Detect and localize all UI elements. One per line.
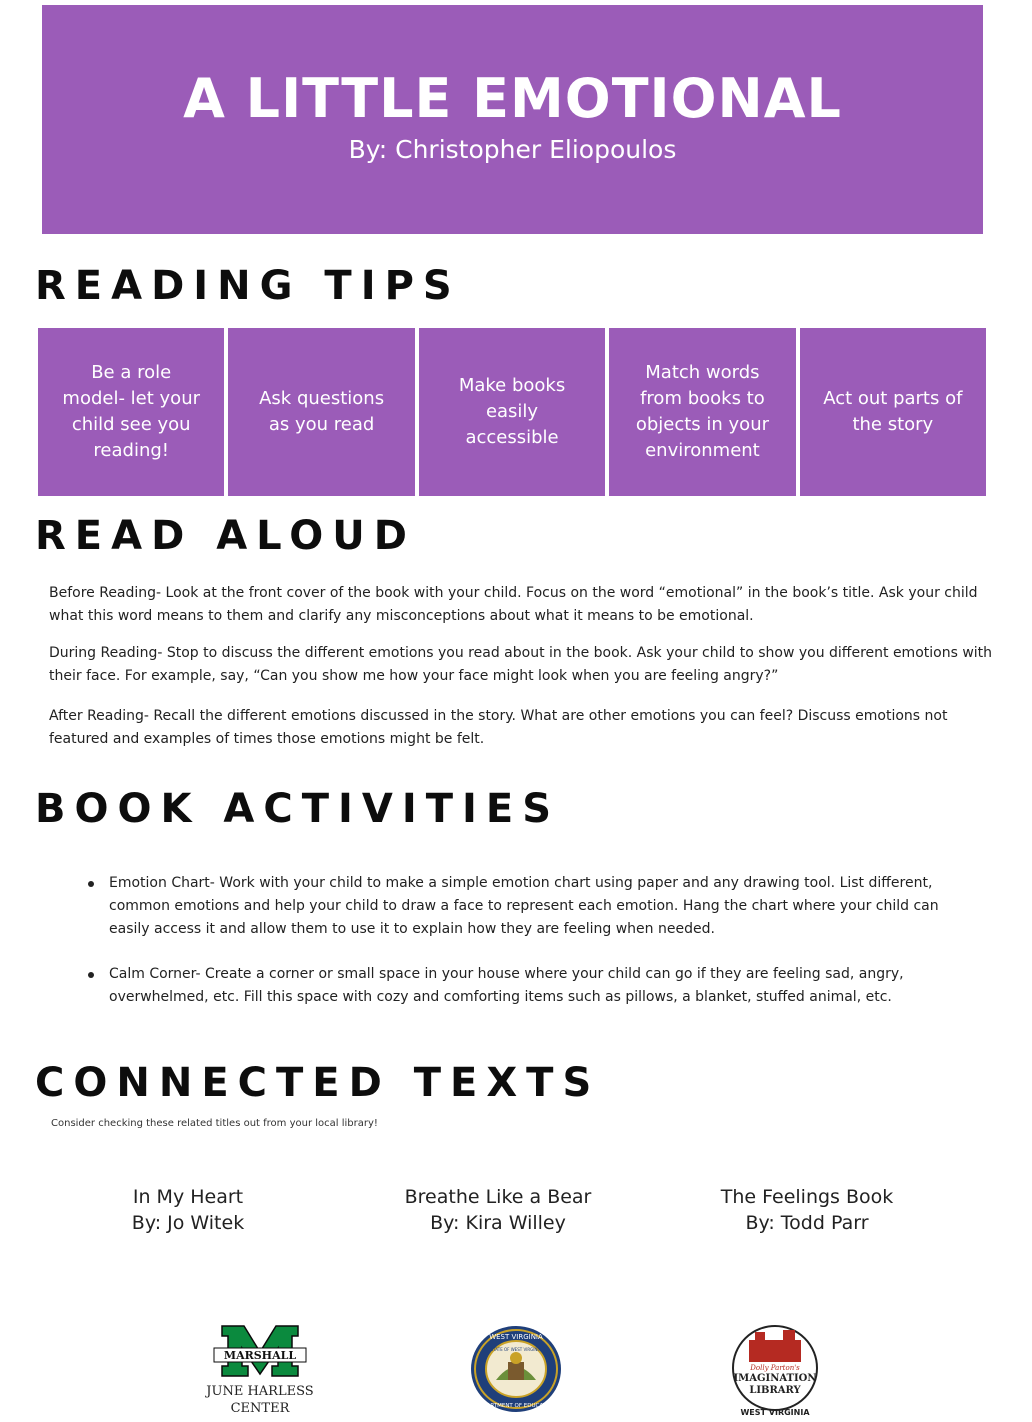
book-entry (368, 1184, 628, 1236)
seal-inner-text: STATE OF WEST VIRGINIA (490, 1347, 542, 1352)
before-reading-paragraph: Before Reading- Look at the front cover of the book with your child. Focus on the word “emotional” in the book’s title. Ask your child what this word means to them and clarify any misconceptions about what it means to be emotional. (49, 585, 978, 624)
bullet-icon (88, 881, 94, 887)
seal-ring-text: WEST VIRGINIA (489, 1333, 543, 1341)
reading-tips-heading: READING TIPS (35, 263, 461, 309)
book-entry (677, 1184, 937, 1236)
imagination-library-logo (727, 1322, 823, 1418)
marshall-june-harless-logo (200, 1322, 320, 1418)
logo-text: LIBRARY (749, 1385, 801, 1396)
book-author: By: Christopher Eliopoulos (348, 135, 677, 164)
logo-text: CENTER (230, 1401, 290, 1416)
tip-card: Make books easily accessible (419, 328, 605, 496)
bullet-icon (88, 972, 94, 978)
wv-department-of-education-seal (468, 1324, 564, 1414)
logo-text: WEST VIRGINIA (740, 1408, 810, 1417)
book-entry (58, 1184, 318, 1236)
connected-texts-heading: CONNECTED TEXTS (35, 1060, 601, 1106)
tip-card: Match words from books to objects in your environment (609, 328, 795, 496)
book-author: By: Jo Witek (131, 1212, 245, 1234)
book-activities-heading: BOOK ACTIVITIES (35, 786, 561, 832)
seal-ring-text: DEPARTMENT OF EDUCATION (475, 1403, 557, 1409)
book-author: By: Kira Willey (430, 1212, 566, 1234)
activity-text: Calm Corner- Create a corner or small space in your house where your child can go if they are feeling sad, angry, overwhelmed, etc. Fill this space with cozy and comforting items such as pillows, a blanket, stuffed animal, etc. (109, 966, 904, 1005)
activities-list (88, 872, 968, 1031)
tip-card: Ask questions as you read (228, 328, 414, 496)
read-aloud-heading: READ ALOUD (35, 513, 416, 559)
during-reading-paragraph: During Reading- Stop to discuss the different emotions you read about in the book. Ask your child to show you different emotions with their face. For example, say, “Can you show me how your face might look when you are feeling angry?” (49, 645, 993, 684)
tip-card: Be a role model- let your child see you reading! (38, 328, 224, 496)
activity-text: Emotion Chart- Work with your child to make a simple emotion chart using paper and any drawing tool. List different, common emotions and help your child to draw a face to represent each emotion. Hang the chart where your child can easily access it and allow them to use it to explain how they are feeling when needed. (109, 875, 939, 937)
library-note: Consider checking these related titles out from your local library! (51, 1118, 378, 1129)
logo-text: MARSHALL (223, 1349, 297, 1362)
logo-text: JUNE HARLESS (206, 1384, 314, 1399)
list-item (88, 963, 968, 1009)
after-reading-paragraph: After Reading- Recall the different emotions discussed in the story. What are other emotions you can feel? Discuss emotions not featured and examples of times those emotions might be felt. (49, 708, 948, 747)
logo-text: Dolly Parton's (750, 1364, 800, 1372)
tip-card: Act out parts of the story (800, 328, 986, 496)
list-item (88, 872, 968, 941)
book-title: A LITTLE EMOTIONAL (183, 67, 842, 130)
reading-tips-row (38, 328, 986, 496)
logo-text: IMAGINATION (733, 1373, 817, 1384)
title-banner (42, 5, 983, 234)
book-title: Breathe Like a Bear (404, 1186, 592, 1208)
book-title: The Feelings Book (720, 1186, 894, 1208)
book-author: By: Todd Parr (745, 1212, 869, 1234)
book-title: In My Heart (132, 1186, 244, 1208)
